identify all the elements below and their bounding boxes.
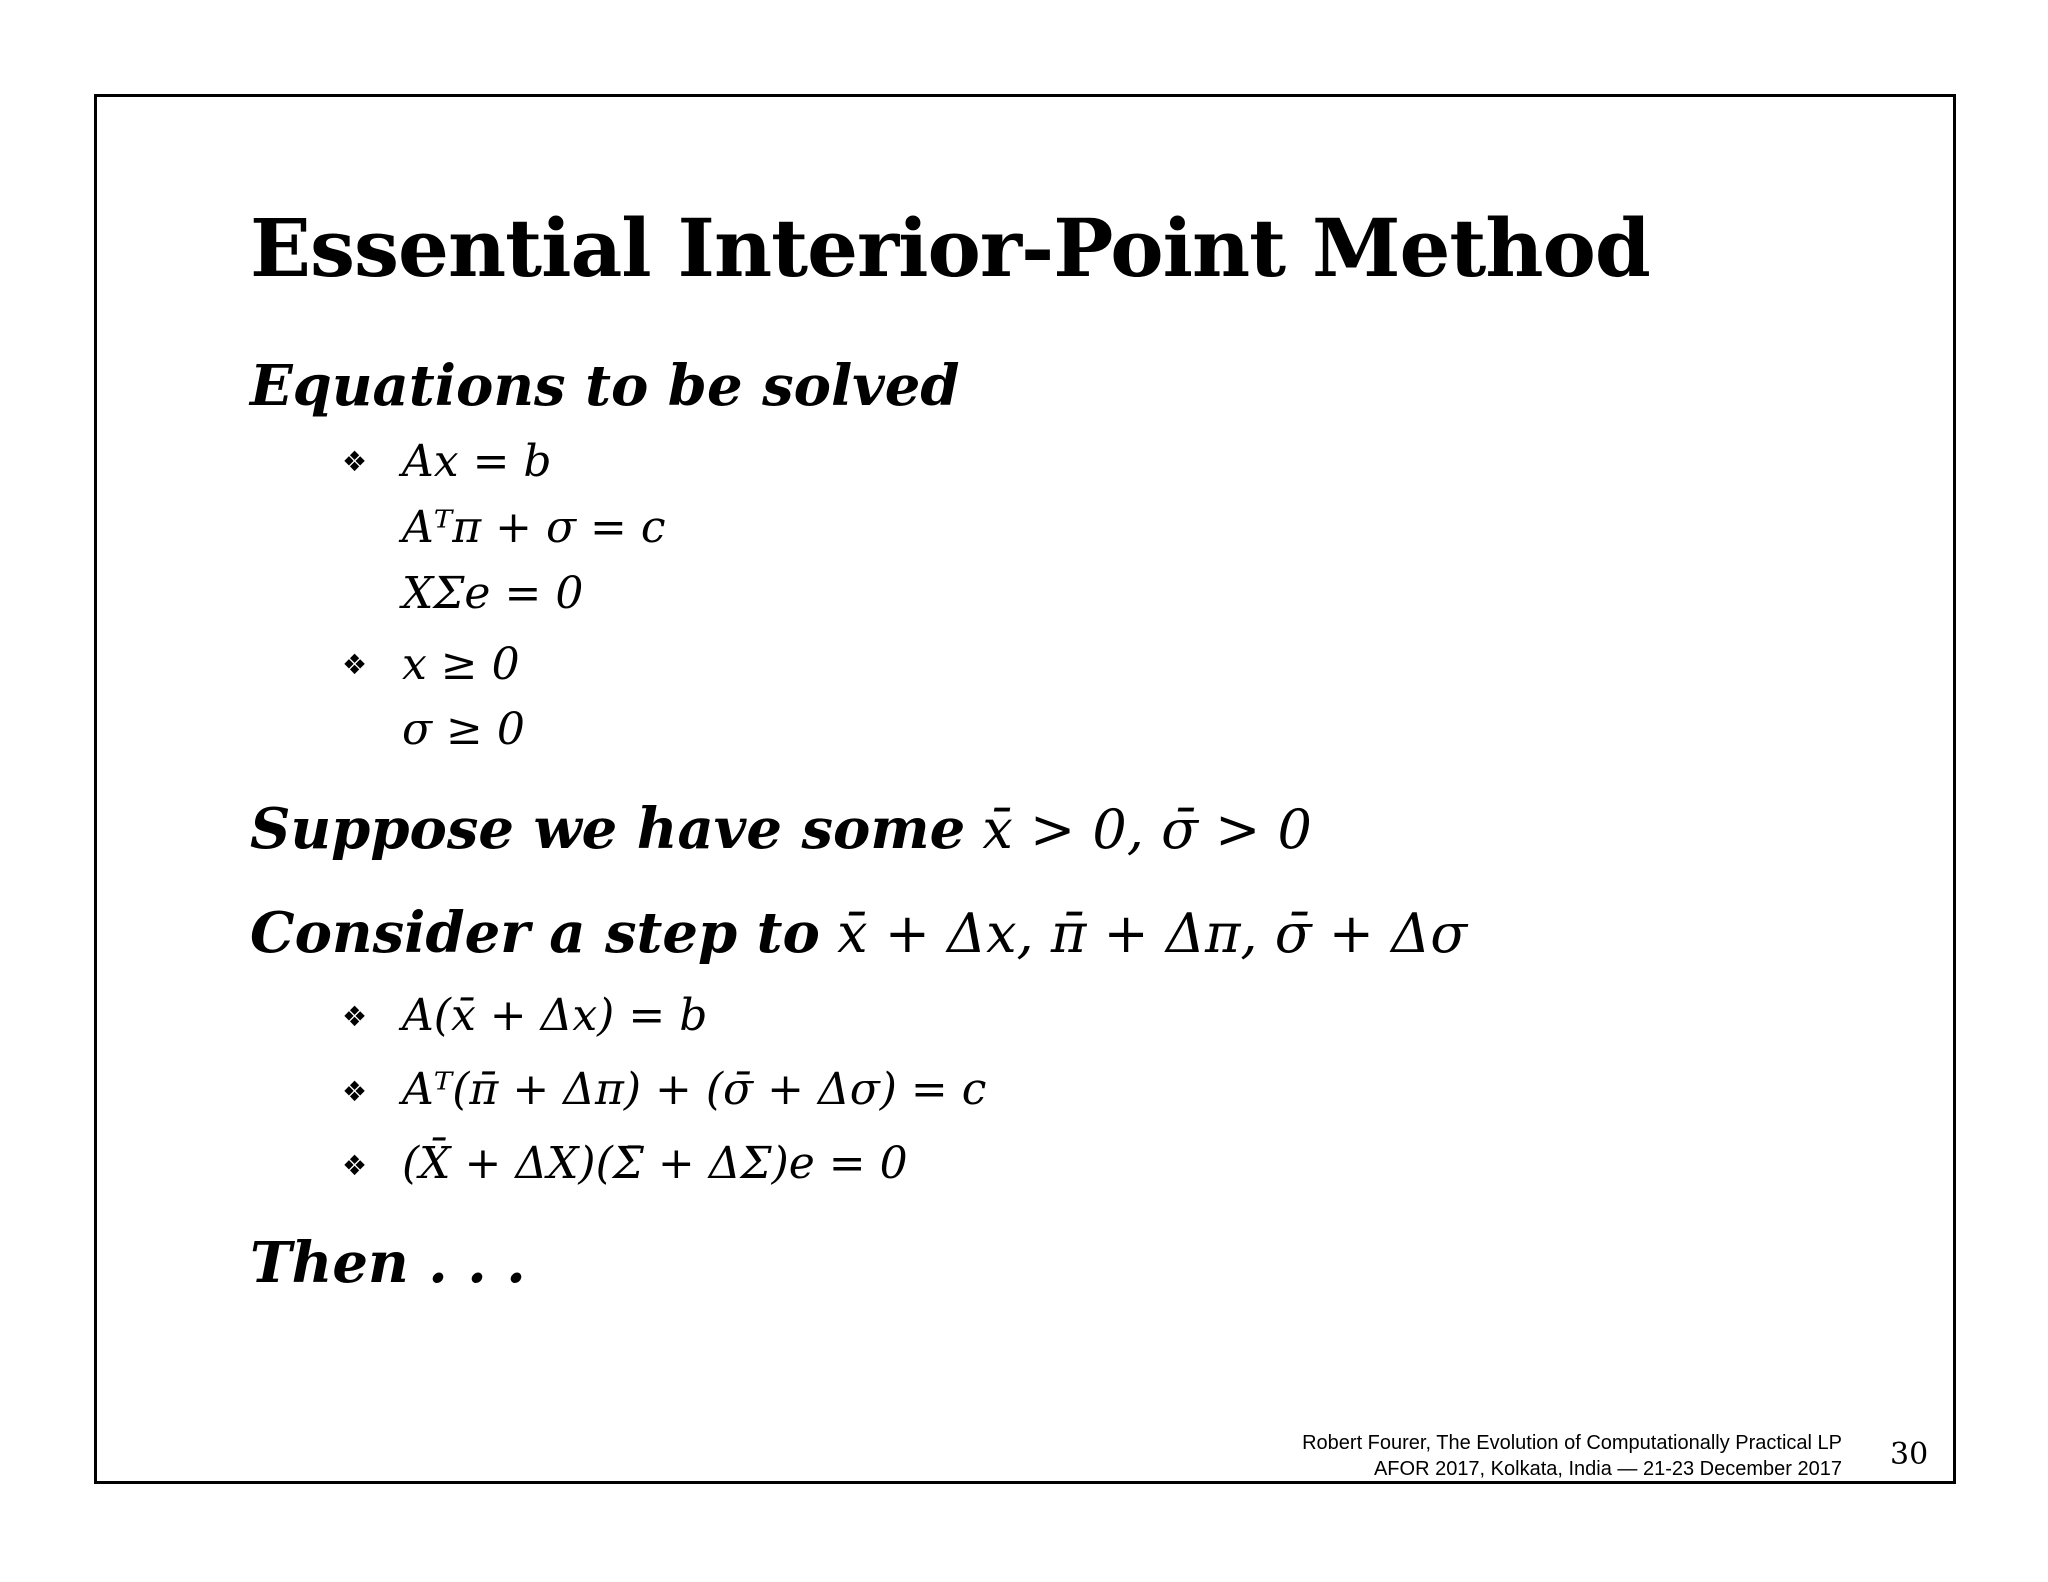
footer-line-event: AFOR 2017, Kolkata, India — 21-23 December 2017	[1373, 1458, 1842, 1480]
page-number: 30	[1890, 1437, 1929, 1472]
footer-citation	[1302, 1430, 1842, 1482]
slide-title: Essential Interior-Point Method	[250, 201, 1650, 295]
equation-dual: Aᵀπ + σ = c	[402, 502, 666, 553]
equation-complementarity: XΣe = 0	[402, 568, 584, 619]
footer-line-author: Robert Fourer, The Evolution of Computationally Practical LP	[1302, 1432, 1842, 1454]
bullet-icon: ❖	[342, 445, 368, 478]
bullet-icon: ❖	[342, 1075, 368, 1108]
heading-suppose-math: x̄ > 0, σ̄ > 0	[965, 798, 1312, 861]
heading-equations: Equations to be solved	[250, 353, 960, 419]
heading-suppose	[250, 796, 1312, 862]
bullet-icon: ❖	[342, 648, 368, 681]
step-equation-complementarity: (X̄ + ΔX)(Σ̄ + ΔΣ)e = 0	[402, 1138, 908, 1189]
heading-consider-text: Consider a step to	[250, 900, 820, 966]
inequality-x: x ≥ 0	[402, 639, 520, 690]
heading-then: Then . . .	[250, 1230, 526, 1296]
equation-primal: Ax = b	[402, 436, 552, 487]
heading-consider	[250, 900, 1468, 966]
bullet-icon: ❖	[342, 1000, 368, 1033]
inequality-sigma: σ ≥ 0	[402, 704, 525, 755]
bullet-icon: ❖	[342, 1149, 368, 1182]
heading-consider-math: x̄ + Δx, π̄ + Δπ, σ̄ + Δσ	[819, 902, 1468, 965]
step-equation-dual: Aᵀ(π̄ + Δπ) + (σ̄ + Δσ) = c	[402, 1064, 987, 1115]
heading-suppose-text: Suppose we have some	[250, 796, 966, 862]
step-equation-primal: A(x̄ + Δx) = b	[402, 990, 708, 1041]
